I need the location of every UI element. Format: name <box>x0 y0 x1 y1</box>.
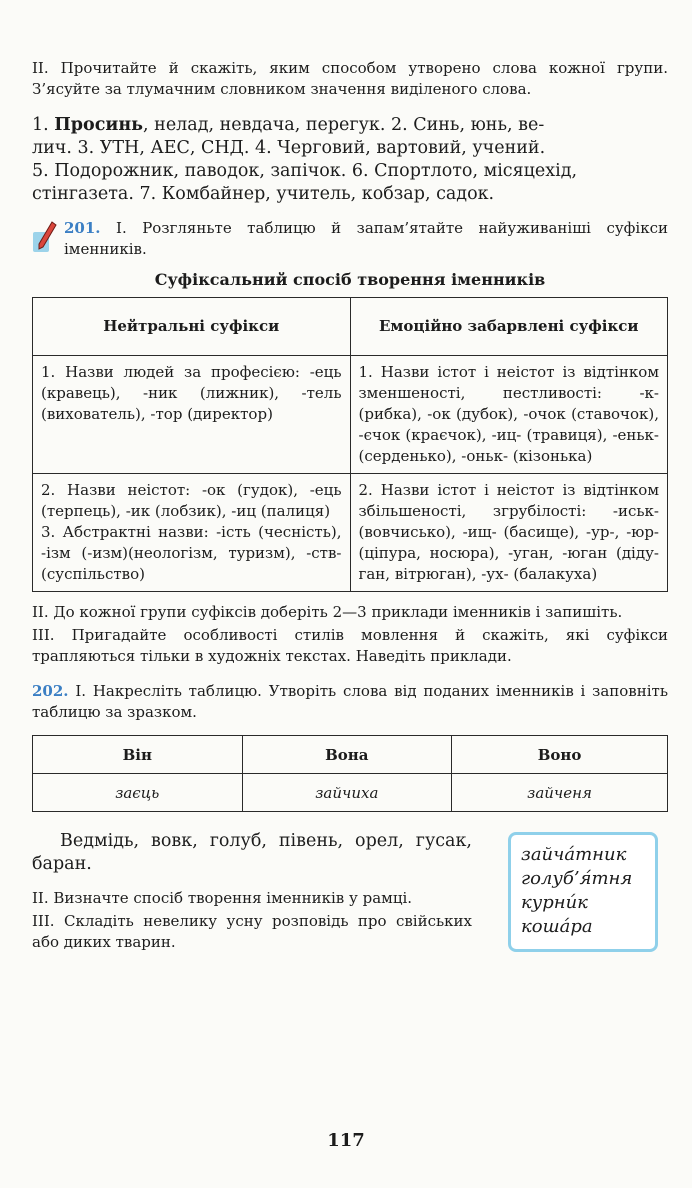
header-emotional: Емоційно забарвлені суфікси <box>350 298 668 356</box>
frame-word: курни́к <box>521 892 588 913</box>
word-list-line-3: 5. Подорожник, паводок, запічок. 6. Спортлото, місяцехід, <box>32 161 578 181</box>
task-201-3: III. Пригадайте особливості стилів мовлення й скажіть, які суфікси трапляються тільки в художніх текстах. Наведіть приклади. <box>32 626 668 665</box>
cell-diminutive: 1. Назви істот і неістот із відтінком зменшеності, пестливості: -к- (рибка), -ок (дубок), -очок (ставочок), -єчок (краєчок), -иц- (травиця), -еньк- (серденько), -оньк- (кізонька) <box>350 356 668 474</box>
word-list-line-1: 1. Просинь, нелад, невдача, перегук. 2. Синь, юнь, ве- <box>32 115 545 135</box>
cell-non-living-text: 2. Назви неістот: -ок (гудок), -ець (терпець), -ик (лобзик), -иц (палиця) <box>41 481 342 520</box>
frame-word: голуб’я́тня <box>521 868 633 889</box>
frame-word: зайча́тник <box>521 844 627 865</box>
textbook-page <box>32 58 668 953</box>
exercise-202-bottom <box>32 830 668 953</box>
header-it: Воно <box>452 736 668 774</box>
animal-list: Ведмідь, вовк, голуб, півень, орел, гусак, баран. <box>32 831 472 874</box>
intro-task: II. Прочитайте й скажіть, яким способом утворено слова кожної групи. З’ясуйте за тлумачним словником значення виділеного слова. <box>32 59 668 98</box>
pen-icon <box>32 220 58 254</box>
word-list-line-2: лич. 3. УТН, АЕС, СНД. 4. Черговий, вартовий, учений. <box>32 138 546 158</box>
word-frame <box>508 832 658 952</box>
exercise-text: I. Накресліть таблицю. Утворіть слова від поданих іменників і заповніть таблицю за зразком. <box>32 682 668 721</box>
word-list-line-4: стінгазета. 7. Комбайнер, учитель, кобзар, садок. <box>32 184 495 204</box>
exercise-number: 201. <box>64 219 101 237</box>
task-202-3: III. Складіть невелику усну розповідь про свійських або диких тварин. <box>32 912 472 951</box>
frame-word: коша́ра <box>521 916 593 937</box>
cell-she: зайчиха <box>242 774 452 812</box>
exercise-202 <box>32 681 668 723</box>
task-201-2: II. До кожної групи суфіксів доберіть 2—3 приклади іменників і запишіть. <box>32 603 623 621</box>
cell-people-professions: 1. Назви людей за професією: -ець (кравець), -ник (лижник), -тель (вихователь), -тор (директор) <box>33 356 351 474</box>
bottom-left <box>32 830 472 953</box>
exercise-text: I. Розгляньте таблицю й запам’ятайте найуживаніші суфікси іменників. <box>64 219 668 258</box>
cell-he: заєць <box>33 774 243 812</box>
page-number: 117 <box>327 1130 365 1151</box>
header-she: Вона <box>242 736 452 774</box>
exercise-201 <box>32 218 668 260</box>
cell-non-living <box>33 474 351 592</box>
cell-augmentative: 2. Назви істот і неістот із відтінком збільшеності, згрубілості: -иськ- (вовчисько), -ищ- (басище), -ур-, -юр- (ціпура, носюра), -уган, -юган (дідуган, вітрюган), -ух- (балакуха) <box>350 474 668 592</box>
gender-table <box>32 735 668 812</box>
cell-it: зайченя <box>452 774 668 812</box>
suffix-table <box>32 297 668 592</box>
header-neutral: Нейтральні суфікси <box>33 298 351 356</box>
header-he: Він <box>33 736 243 774</box>
task-202-2: II. Визначте спосіб творення іменників у рамці. <box>32 889 413 907</box>
table-title: Суфіксальний спосіб творення іменників <box>154 270 546 289</box>
cell-abstract-text: 3. Абстрактні назви: -ість (чесність), -ізм (-изм)(неологізм, туризм), -ств- (суспільство) <box>41 523 342 583</box>
word-list <box>32 114 668 206</box>
exercise-number: 202. <box>32 682 69 700</box>
